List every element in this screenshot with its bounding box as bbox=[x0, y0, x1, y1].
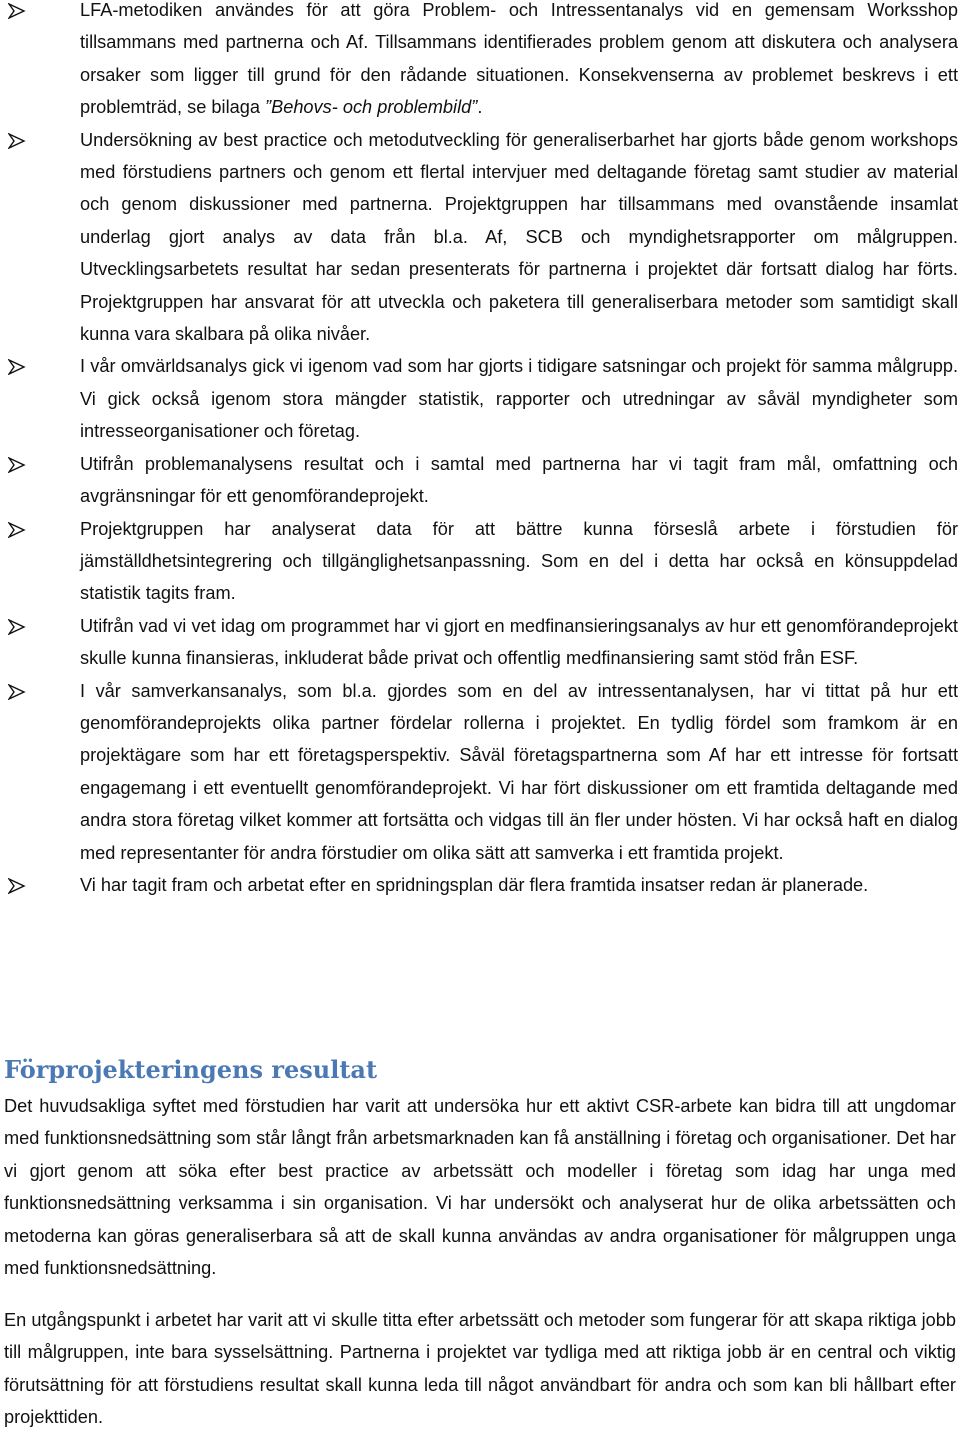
bullet-text: LFA-metodiken användes för att göra Problem- och Intressentanalys vid en gemensam Worksshop tillsammans med partnerna och Af. Tillsammans identifierades problem genom att diskutera och analysera orsaker som ligger till grund för den rådande situationen. Konsekvenserna av problemet beskrevs i ett problemträd, se bilaga bbox=[80, 0, 958, 118]
list-item bbox=[0, 0, 960, 124]
section-heading: Förprojekteringens resultat bbox=[4, 1055, 378, 1084]
bullet-text: Utifrån vad vi vet idag om programmet har vi gjort en medfinansieringsanalys av hur ett genomförandeprojekt skulle kunna finansieras, inkluderat både privat och offentlig medfinansiering samt stöd från ESF. bbox=[80, 615, 958, 669]
body-paragraph: En utgångspunkt i arbetet har varit att vi skulle titta efter arbetssätt och metoder som fungerar för att skapa riktiga jobb till målgruppen, inte bara sysselsättning. Partnerna i projektet var tydliga med att riktiga jobb är en central och viktig förutsättning för att förstudiens resultat skall kunna leda till något användbart för andra och som kan bli hållbart efter projekttiden. bbox=[4, 1310, 956, 1428]
list-item bbox=[0, 350, 960, 447]
arrow-bullet-icon bbox=[8, 124, 28, 156]
list-item bbox=[0, 869, 960, 901]
bullet-text: I vår samverkansanalys, som bl.a. gjordes som en del av intressentanalysen, har vi tittat på hur ett genomförandeprojekts olika partner fördelar rollerna i projektet. En tydlig fördel som framkom är en projektägare som har ett företagsperspektiv. Såväl företagspartnerna som Af har ett intresse för fortsatt engagemang i ett eventuellt genomförandeprojekt. Vi har fört diskussioner om ett framtida deltagande med andra stora företag vilket kommer att fortsätta och vidgas till än fler under hösten. Vi har också haft en dialog med representanter för andra förstudier om olika sätt att samverka i ett framtida projekt. bbox=[80, 680, 958, 863]
arrow-bullet-icon bbox=[8, 675, 28, 707]
bullet-text: Vi har tagit fram och arbetat efter en spridningsplan där flera framtida insatser redan är planerade. bbox=[80, 874, 869, 895]
bullet-text-tail: . bbox=[477, 97, 483, 118]
bullet-text: Projektgruppen har analyserat data för att bättre kunna förseslå arbete i förstudien för jämställdhetsintegrering och tillgänglighetsanpassning. Som en del i detta har också en könsuppdelad statistik tagits fram. bbox=[80, 518, 958, 604]
body-paragraph: Det huvudsakliga syftet med förstudien har varit att undersöka hur ett aktivt CSR-arbete kan bidra till att ungdomar med funktionsnedsättning som står långt från arbetsmarknaden kan få anställning i företag och organisationer. Det har vi gjort genom att söka efter best practice av arbetssätt och modeller i företag som idag har unga med funktionsnedsättning verksamma i sin organisation. Vi har undersökt och analyserat hur de olika arbetssätten och metoderna kan göras generaliserbara så att de skall kunna användas av andra organisationer för målgruppen unga med funktionsnedsättning. bbox=[4, 1096, 956, 1279]
arrow-bullet-icon bbox=[8, 350, 28, 382]
list-item bbox=[0, 610, 960, 675]
arrow-bullet-icon bbox=[8, 0, 28, 26]
list-item bbox=[0, 675, 960, 869]
list-item bbox=[0, 448, 960, 513]
arrow-bullet-icon bbox=[8, 448, 28, 480]
list-item bbox=[0, 124, 960, 351]
bullet-text: Utifrån problemanalysens resultat och i samtal med partnerna har vi tagit fram mål, omfattning och avgränsningar för ett genomförandeprojekt. bbox=[80, 453, 958, 507]
bullet-text: Undersökning av best practice och metodutveckling för generaliserbarhet har gjorts både genom workshops med förstudiens partners och genom ett flertal intervjuer med deltagande företag samt studier av material och genom diskussioner med partnerna. Projektgruppen har tillsammans med ovanstående insamlat underlag gjort analys av data från bl.a. Af, SCB och myndighetsrapporter om målgruppen. Utvecklingsarbetets resultat har sedan presenterats för partnerna i projektet där fortsatt dialog har förts. Projektgruppen har ansvarat för att utveckla och paketera till generaliserbara metoder som samtidigt skall kunna vara skalbara på olika nivåer. bbox=[80, 129, 958, 345]
arrow-bullet-icon bbox=[8, 869, 28, 901]
bullet-text: I vår omvärldsanalys gick vi igenom vad som har gjorts i tidigare satsningar och projekt för samma målgrupp. Vi gick också igenom stora mängder statistik, rapporter och utredningar av såväl myndigheter som intresseorganisationer och företag. bbox=[80, 356, 958, 442]
arrow-bullet-icon bbox=[8, 513, 28, 545]
list-item bbox=[0, 513, 960, 610]
arrow-bullet-icon bbox=[8, 610, 28, 642]
appendix-reference: ”Behovs- och problembild” bbox=[265, 97, 478, 118]
